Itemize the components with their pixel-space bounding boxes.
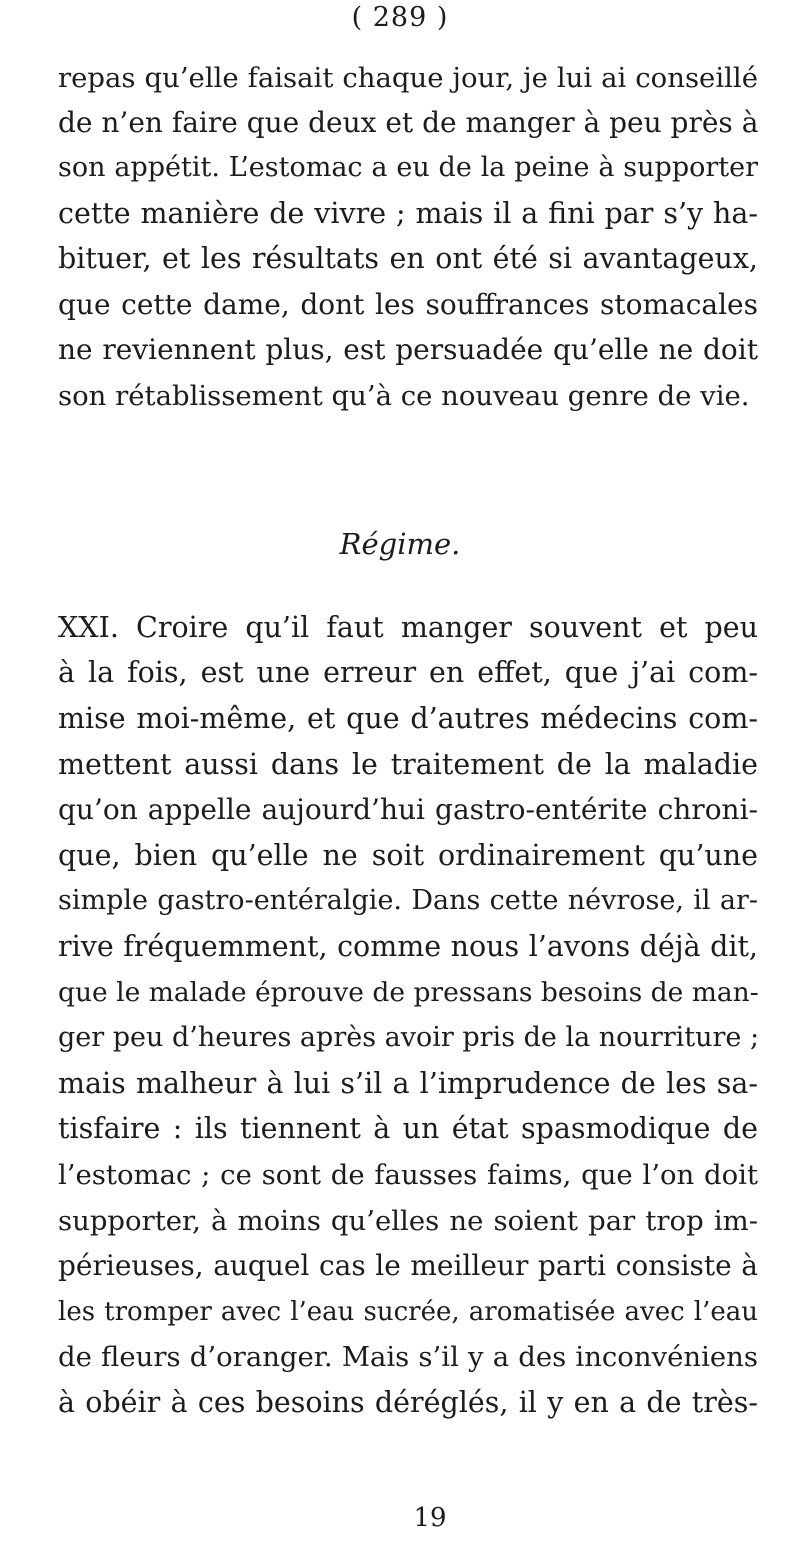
text-line: bituer, et les résultats en ont été si avantageux, [58,242,758,275]
text-line: mais malheur à lui s’il a l’imprudence de les sa- [58,1067,758,1100]
text-line: supporter, à moins qu’elles ne soient par trop im- [58,1205,758,1237]
text-line: les tromper avec l’eau sucrée, aromatisée avec l’eau [58,1297,758,1327]
text-line: ger peu d’heures après avoir pris de la nourriture ; [58,1022,760,1053]
text-line: mettent aussi dans le traitement de la maladie [58,748,758,781]
text-line: l’estomac ; ce sont de fausses faims, que l’on doit [58,1159,758,1191]
text-line: repas qu’elle faisait chaque jour, je lui ai conseillé [58,62,758,94]
text-line: que le malade éprouve de pressans besoins de man- [58,977,759,1008]
text-line: ne reviennent plus, est persuadée qu’elle ne doit [58,333,758,366]
text-line: simple gastro-entéralgie. Dans cette névrose, il ar- [58,885,758,916]
text-line: à obéir à ces besoins déréglés, il y en a de très- [58,1386,758,1419]
text-line: son appétit. L’estomac a eu de la peine à supporter [58,152,758,183]
signature-mark: 19 [413,1503,447,1533]
text-line: tisfaire : ils tiennent à un état spasmodique de [58,1112,758,1145]
text-line: que cette dame, dont les souffrances stomacales [58,288,758,321]
text-line: rive fréquemment, comme nous l’avons déjà dit, [58,930,758,963]
text-line: à la fois, est une erreur en effet, que j’ai com- [58,656,758,689]
text-line: mise moi-même, et que d’autres médecins com- [58,702,758,735]
text-line: son rétablissement qu’à ce nouveau genre de vie. [58,380,750,412]
text-line: que, bien qu’elle ne soit ordinairement qu’une [58,839,758,872]
text-line: périeuses, auquel cas le meilleur parti consiste à [58,1249,758,1282]
page-number: ( 289 ) [351,2,449,33]
text-line: de n’en faire que deux et de manger à peu près à [58,106,759,139]
text-line: XXI. Croire qu’il faut manger souvent et peu [58,611,758,644]
text-line: de fleurs d’oranger. Mais s’il y a des inconvéniens [58,1341,758,1373]
text-line: cette manière de vivre ; mais il a fini par s’y ha- [58,197,758,230]
text-line: qu’on appelle aujourd’hui gastro-entérite chroni- [58,793,758,826]
section-heading: Régime. [339,527,461,561]
